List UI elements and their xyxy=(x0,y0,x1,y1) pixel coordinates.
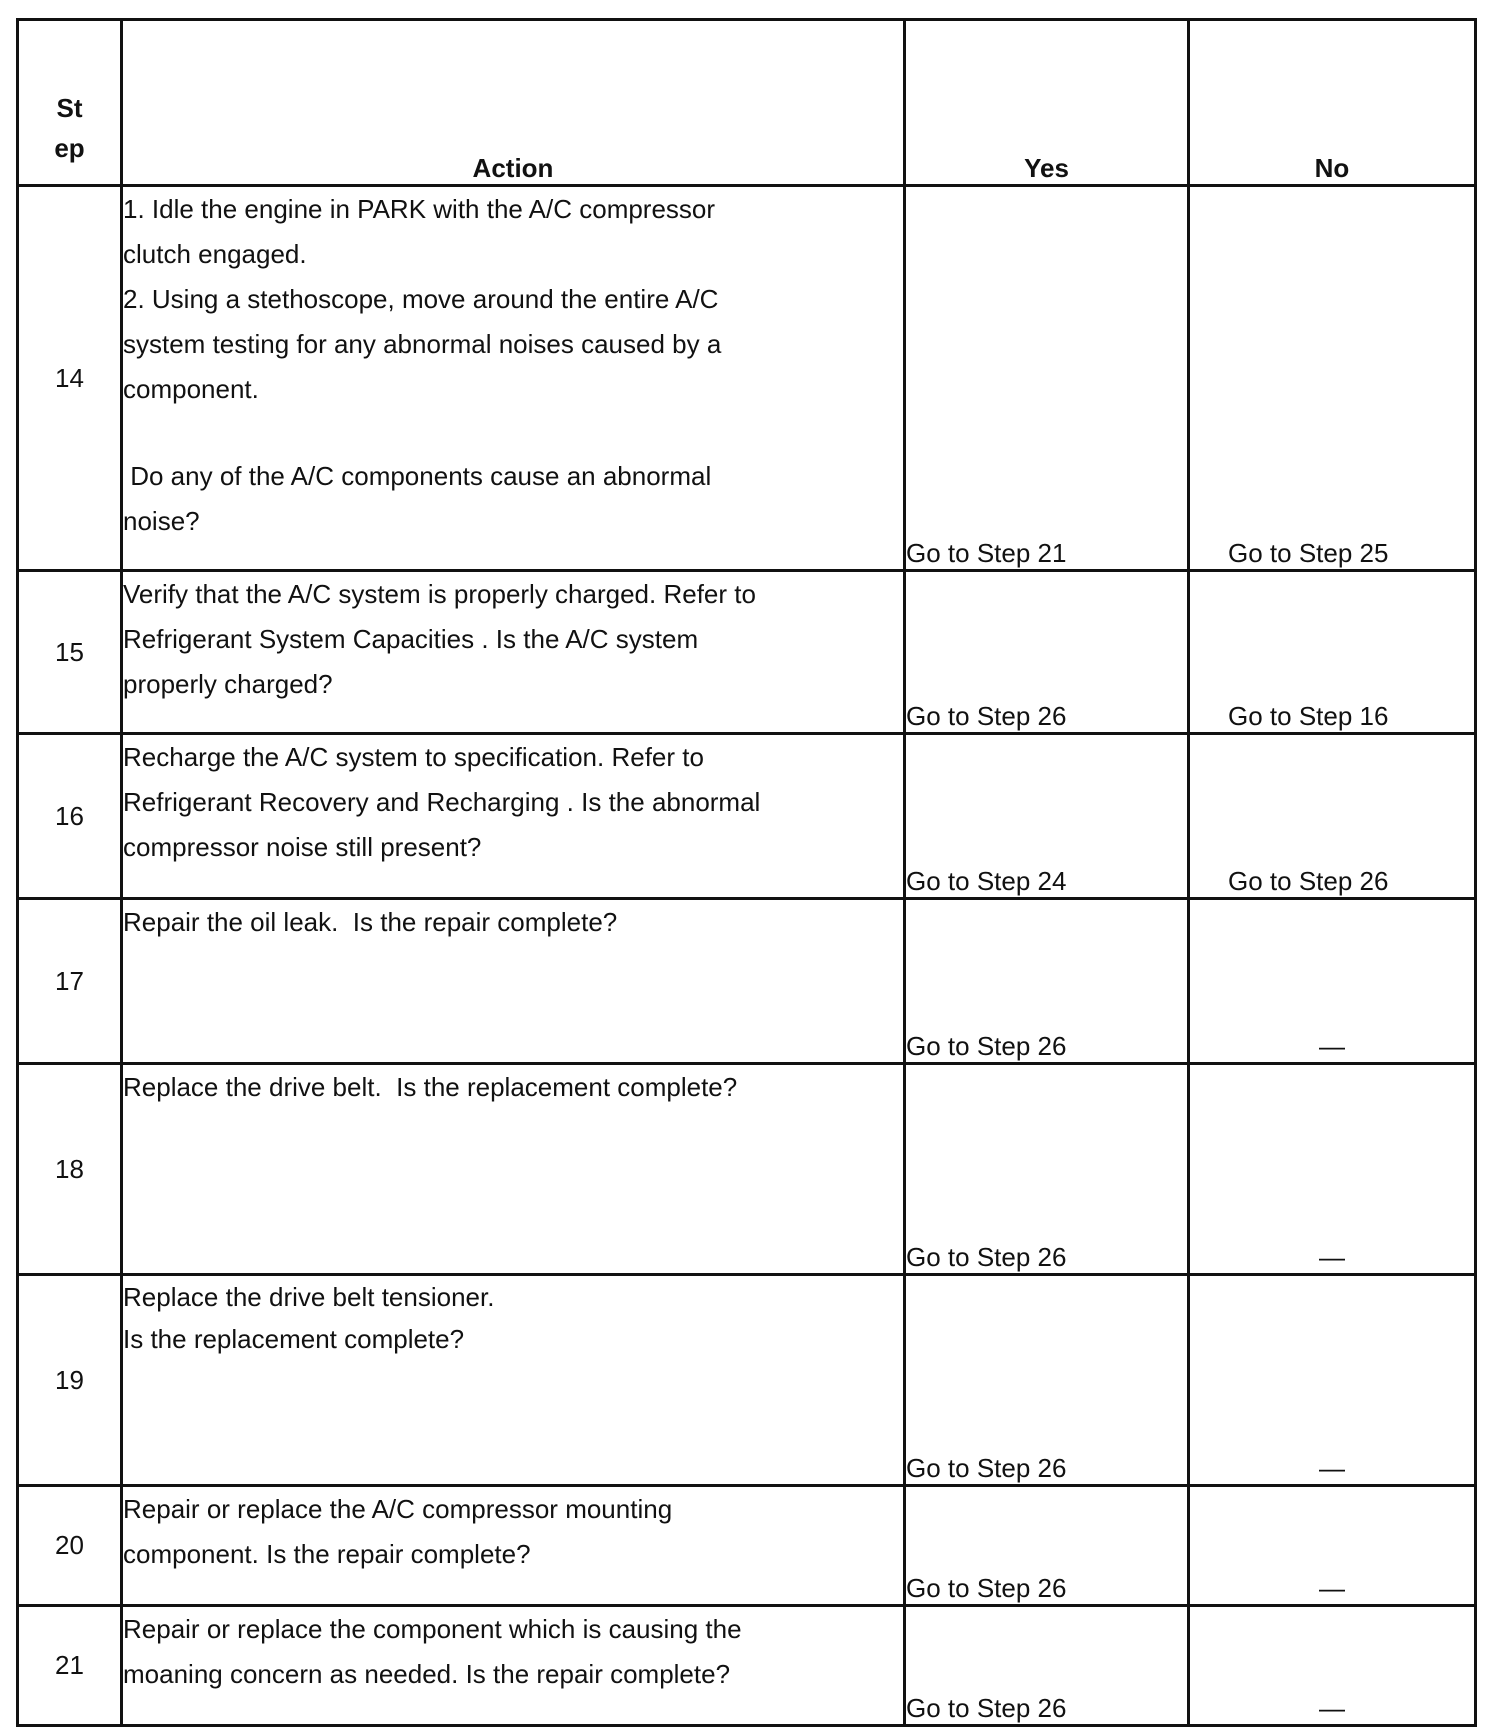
action-text xyxy=(122,1606,905,1726)
diagnostic-steps-table xyxy=(16,18,1477,1727)
header-yes: Yes xyxy=(905,20,1189,186)
step-number: 15 xyxy=(18,571,122,734)
step-number: 19 xyxy=(18,1275,122,1486)
header-no: No xyxy=(1189,20,1476,186)
no-result: Go to Step 16 xyxy=(1189,571,1476,734)
yes-result: Go to Step 26 xyxy=(905,1606,1189,1726)
yes-result: Go to Step 26 xyxy=(905,1486,1189,1606)
no-result: Go to Step 25 xyxy=(1189,186,1476,571)
table-row xyxy=(18,186,1476,571)
header-step-line2: ep xyxy=(54,133,85,163)
yes-result: Go to Step 26 xyxy=(905,899,1189,1064)
no-result: — xyxy=(1189,1606,1476,1726)
action-line: moaning concern as needed. Is the repair complete? xyxy=(123,1659,731,1689)
action-line: Refrigerant System Capacities . Is the A/C system xyxy=(123,624,699,654)
no-result: — xyxy=(1189,1275,1476,1486)
no-result: — xyxy=(1189,1064,1476,1275)
action-line: compressor noise still present? xyxy=(123,832,482,862)
action-line: Repair the oil leak. Is the repair complete? xyxy=(123,907,618,937)
table-row xyxy=(18,1275,1476,1486)
action-text xyxy=(122,1064,905,1275)
action-line: Replace the drive belt tensioner. xyxy=(123,1282,495,1312)
action-text xyxy=(122,1486,905,1606)
yes-result: Go to Step 26 xyxy=(905,571,1189,734)
header-action: Action xyxy=(122,20,905,186)
step-number: 17 xyxy=(18,899,122,1064)
action-line: 2. Using a stethoscope, move around the entire A/C xyxy=(123,284,719,314)
table-row xyxy=(18,1606,1476,1726)
action-text xyxy=(122,734,905,899)
action-text xyxy=(122,1275,905,1486)
action-line: Recharge the A/C system to specification. Refer to xyxy=(123,742,704,772)
table-row xyxy=(18,1486,1476,1606)
yes-result: Go to Step 24 xyxy=(905,734,1189,899)
action-line: component. xyxy=(123,374,259,404)
action-line: 1. Idle the engine in PARK with the A/C compressor xyxy=(123,194,716,224)
action-line: Refrigerant Recovery and Recharging . Is the abnormal xyxy=(123,787,761,817)
action-text xyxy=(122,899,905,1064)
action-line: Is the replacement complete? xyxy=(123,1324,465,1354)
step-number: 16 xyxy=(18,734,122,899)
yes-result: Go to Step 21 xyxy=(905,186,1189,571)
step-number: 21 xyxy=(18,1606,122,1726)
header-step xyxy=(18,20,122,186)
action-text xyxy=(122,571,905,734)
step-number: 20 xyxy=(18,1486,122,1606)
action-line: Do any of the A/C components cause an abnormal xyxy=(123,461,712,491)
header-row xyxy=(18,20,1476,186)
table-row xyxy=(18,1064,1476,1275)
action-line: Repair or replace the A/C compressor mounting xyxy=(123,1494,673,1524)
no-result: Go to Step 26 xyxy=(1189,734,1476,899)
action-text xyxy=(122,186,905,571)
yes-result: Go to Step 26 xyxy=(905,1064,1189,1275)
action-line: clutch engaged. xyxy=(123,239,307,269)
action-line: component. Is the repair complete? xyxy=(123,1539,531,1569)
action-line: Repair or replace the component which is causing the xyxy=(123,1614,742,1644)
header-step-line1: St xyxy=(56,93,83,123)
yes-result: Go to Step 26 xyxy=(905,1275,1189,1486)
no-result: — xyxy=(1189,1486,1476,1606)
action-line: Verify that the A/C system is properly charged. Refer to xyxy=(123,579,756,609)
table-row xyxy=(18,734,1476,899)
table-row xyxy=(18,899,1476,1064)
action-line: noise? xyxy=(123,506,200,536)
step-number: 14 xyxy=(18,186,122,571)
table-row xyxy=(18,571,1476,734)
action-line: system testing for any abnormal noises caused by a xyxy=(123,329,722,359)
step-number: 18 xyxy=(18,1064,122,1275)
action-line: properly charged? xyxy=(123,669,333,699)
action-line: Replace the drive belt. Is the replacement complete? xyxy=(123,1072,738,1102)
no-result: — xyxy=(1189,899,1476,1064)
